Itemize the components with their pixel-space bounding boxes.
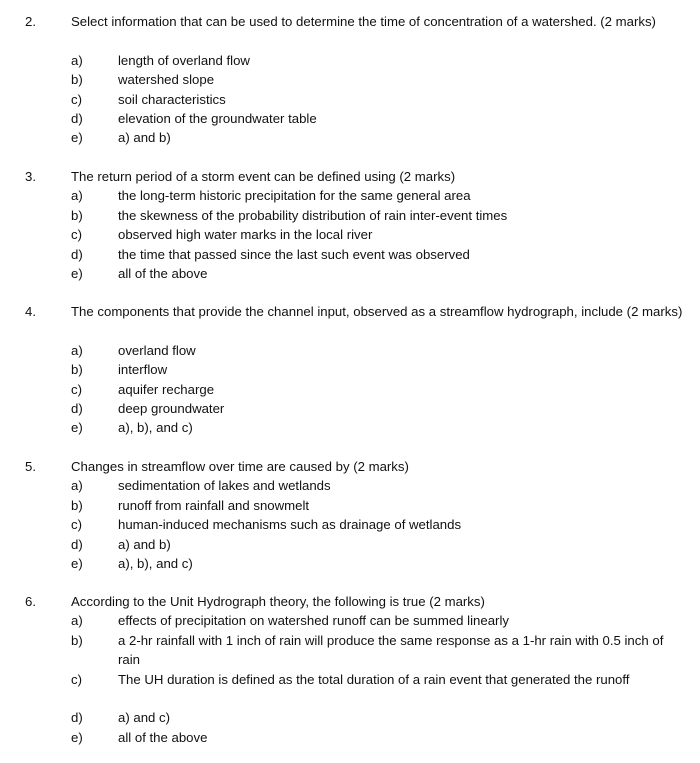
- option-letter: a): [71, 478, 83, 494]
- option-text: interflow: [118, 362, 168, 378]
- option-text: the time that passed since the last such event was observed: [118, 246, 470, 262]
- option-list: [0, 341, 700, 438]
- option-c: [0, 670, 700, 709]
- option-letter: e): [71, 265, 83, 281]
- option-c: [0, 225, 700, 244]
- option-list: [0, 186, 700, 283]
- option-text: all of the above: [118, 729, 208, 745]
- option-letter: a): [71, 52, 83, 68]
- option-letter: b): [71, 207, 83, 223]
- option-letter: a): [71, 342, 83, 358]
- option-letter: c): [71, 517, 82, 533]
- option-letter: b): [71, 362, 83, 378]
- option-text: all of the above: [118, 265, 208, 281]
- option-letter: c): [71, 227, 82, 243]
- option-letter: c): [71, 381, 82, 397]
- question-stem: The return period of a storm event can be defined using (2 marks): [71, 169, 456, 184]
- option-letter: e): [71, 130, 83, 146]
- option-text: the long-term historic precipitation for the same general area: [118, 188, 471, 204]
- question-number: 6.: [25, 594, 36, 609]
- option-letter: d): [71, 400, 83, 416]
- option-c: [0, 380, 700, 399]
- option-letter: a): [71, 613, 83, 629]
- option-list: [0, 476, 700, 573]
- option-text: soil characteristics: [118, 91, 226, 107]
- option-c: [0, 515, 700, 534]
- option-text: effects of precipitation on watershed runoff can be summed linearly: [118, 613, 509, 629]
- option-a: [0, 611, 700, 630]
- option-e: [0, 418, 700, 437]
- question-stem: The components that provide the channel input, observed as a streamflow hydrograph, include (2 marks): [71, 304, 683, 319]
- option-letter: d): [71, 110, 83, 126]
- option-b: [0, 631, 700, 670]
- question-number: 3.: [25, 169, 36, 184]
- question-number: 2.: [25, 14, 36, 29]
- option-text: deep groundwater: [118, 400, 225, 416]
- option-text: observed high water marks in the local river: [118, 227, 373, 243]
- option-text: the skewness of the probability distribution of rain inter-event times: [118, 207, 508, 223]
- option-letter: a): [71, 188, 83, 204]
- option-letter: e): [71, 555, 83, 571]
- option-letter: d): [71, 536, 83, 552]
- option-text: length of overland flow: [118, 52, 250, 68]
- option-e: [0, 728, 700, 747]
- option-text: The UH duration is defined as the total duration of a rain event that generated the runoff: [118, 671, 630, 687]
- option-text: overland flow: [118, 342, 196, 358]
- option-c: [0, 90, 700, 109]
- option-a: [0, 341, 700, 360]
- option-d: [0, 708, 700, 727]
- option-letter: c): [71, 671, 82, 687]
- option-letter: b): [71, 72, 83, 88]
- option-d: [0, 399, 700, 418]
- option-a: [0, 186, 700, 205]
- option-letter: b): [71, 497, 83, 513]
- option-text: a) and b): [118, 130, 171, 146]
- option-text: runoff from rainfall and snowmelt: [118, 497, 310, 513]
- option-text: a), b), and c): [118, 555, 193, 571]
- option-text: human-induced mechanisms such as drainage of wetlands: [118, 517, 462, 533]
- option-b: [0, 360, 700, 379]
- option-b: [0, 206, 700, 225]
- option-text: a), b), and c): [118, 420, 193, 436]
- option-letter: b): [71, 632, 83, 648]
- option-e: [0, 554, 700, 573]
- option-text: aquifer recharge: [118, 381, 215, 397]
- option-a: [0, 476, 700, 495]
- option-b: [0, 70, 700, 89]
- option-list: [0, 51, 700, 148]
- option-a: [0, 51, 700, 70]
- option-text: a 2-hr rainfall with 1 inch of rain will produce the same response as a 1-hr rain with 0.5 inch of rain: [118, 632, 664, 668]
- question-stem: According to the Unit Hydrograph theory, the following is true (2 marks): [71, 594, 485, 609]
- question-stem: Changes in streamflow over time are caused by (2 marks): [71, 459, 409, 474]
- option-text: sedimentation of lakes and wetlands: [118, 478, 331, 494]
- question-number: 4.: [25, 304, 36, 319]
- option-letter: d): [71, 710, 83, 726]
- option-d: [0, 109, 700, 128]
- option-text: elevation of the groundwater table: [118, 110, 317, 126]
- option-letter: e): [71, 420, 83, 436]
- option-list: [0, 611, 700, 747]
- question-stem: Select information that can be used to determine the time of concentration of a watershed. (2 marks): [71, 14, 656, 29]
- option-d: [0, 245, 700, 264]
- option-e: [0, 128, 700, 147]
- option-letter: c): [71, 91, 82, 107]
- option-b: [0, 496, 700, 515]
- option-d: [0, 535, 700, 554]
- option-text: watershed slope: [118, 72, 215, 88]
- option-e: [0, 264, 700, 283]
- option-text: a) and b): [118, 536, 171, 552]
- option-letter: d): [71, 246, 83, 262]
- option-text: a) and c): [118, 710, 171, 726]
- option-letter: e): [71, 729, 83, 745]
- question-number: 5.: [25, 459, 36, 474]
